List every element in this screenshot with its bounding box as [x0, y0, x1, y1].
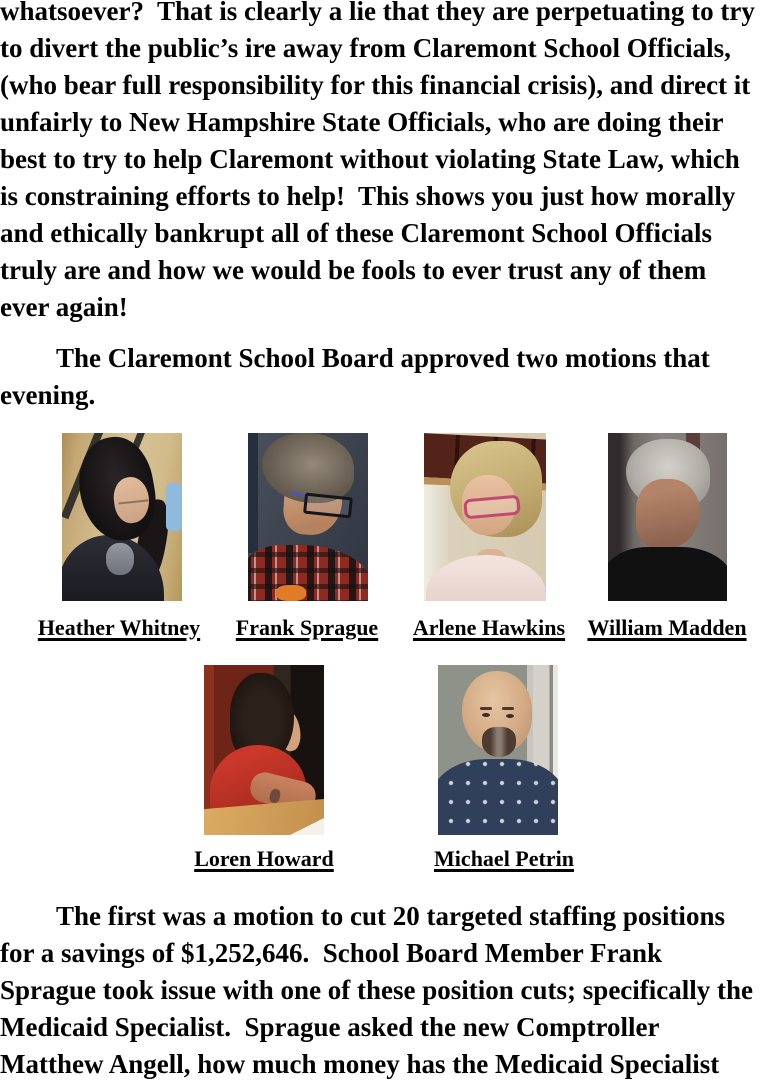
member-caption-arlene-hawkins: Arlene Hawkins — [412, 615, 566, 640]
collar-shape — [276, 585, 306, 601]
shirt-shape — [438, 759, 558, 835]
text-line: is constraining efforts to help! This shows you just how morally — [0, 181, 736, 211]
photo-heather-whitney — [62, 433, 182, 601]
text-line: unfairly to New Hampshire State Officials, who are doing their — [0, 107, 724, 137]
text-line: truly are and how we would be fools to ever trust any of them — [0, 255, 707, 285]
member-caption-frank-sprague: Frank Sprague — [235, 615, 379, 640]
text-line: Matthew Angell, how much money has the Medicaid Specialist — [0, 1049, 720, 1079]
paragraph-2 — [0, 340, 765, 414]
member-caption-michael-petrin: Michael Petrin — [434, 846, 574, 871]
text-line: The Claremont School Board approved two motions that — [56, 343, 710, 373]
photo-arlene-hawkins — [424, 433, 546, 601]
text-line: Medicaid Specialist. Sprague asked the new Comptroller — [0, 1012, 660, 1042]
text-line: The first was a motion to cut 20 targeted staffing positions — [56, 901, 725, 931]
eyes-shape — [482, 713, 490, 717]
member-caption-loren-howard: Loren Howard — [194, 846, 334, 871]
goatee-shape — [482, 727, 516, 757]
face-shape — [636, 479, 700, 549]
text-line: whatsoever? That is clearly a lie that they are perpetuating to try — [0, 0, 755, 26]
photo-william-madden — [608, 433, 727, 601]
text-line: Sprague took issue with one of these position cuts; specifically the — [0, 975, 754, 1005]
text-line: best to try to help Claremont without violating State Law, which — [0, 144, 740, 174]
background-detail — [248, 433, 258, 553]
brows-shape — [480, 707, 492, 710]
background-detail — [166, 483, 182, 531]
photo-loren-howard — [204, 665, 324, 835]
plaid-shirt-shape — [248, 545, 368, 601]
paragraph-3 — [0, 898, 765, 1080]
text-line: evening. — [0, 380, 96, 410]
turtleneck-shape — [106, 543, 134, 575]
shirt-shape — [608, 547, 727, 601]
text-line: (who bear full responsibility for this financial crisis), and direct it — [0, 70, 751, 100]
paragraph-1 — [0, 0, 765, 326]
photo-frank-sprague — [248, 433, 368, 601]
photo-michael-petrin — [438, 665, 558, 835]
text-line: for a savings of $1,252,646. School Board Member Frank — [0, 938, 663, 968]
member-caption-william-madden: William Madden — [587, 615, 747, 640]
text-line: ever again! — [0, 292, 128, 322]
member-caption-heather-whitney: Heather Whitney — [37, 615, 201, 640]
text-line: and ethically bankrupt all of these Claremont School Officials — [0, 218, 713, 248]
text-line: to divert the public’s ire away from Claremont School Officials, — [0, 33, 731, 63]
